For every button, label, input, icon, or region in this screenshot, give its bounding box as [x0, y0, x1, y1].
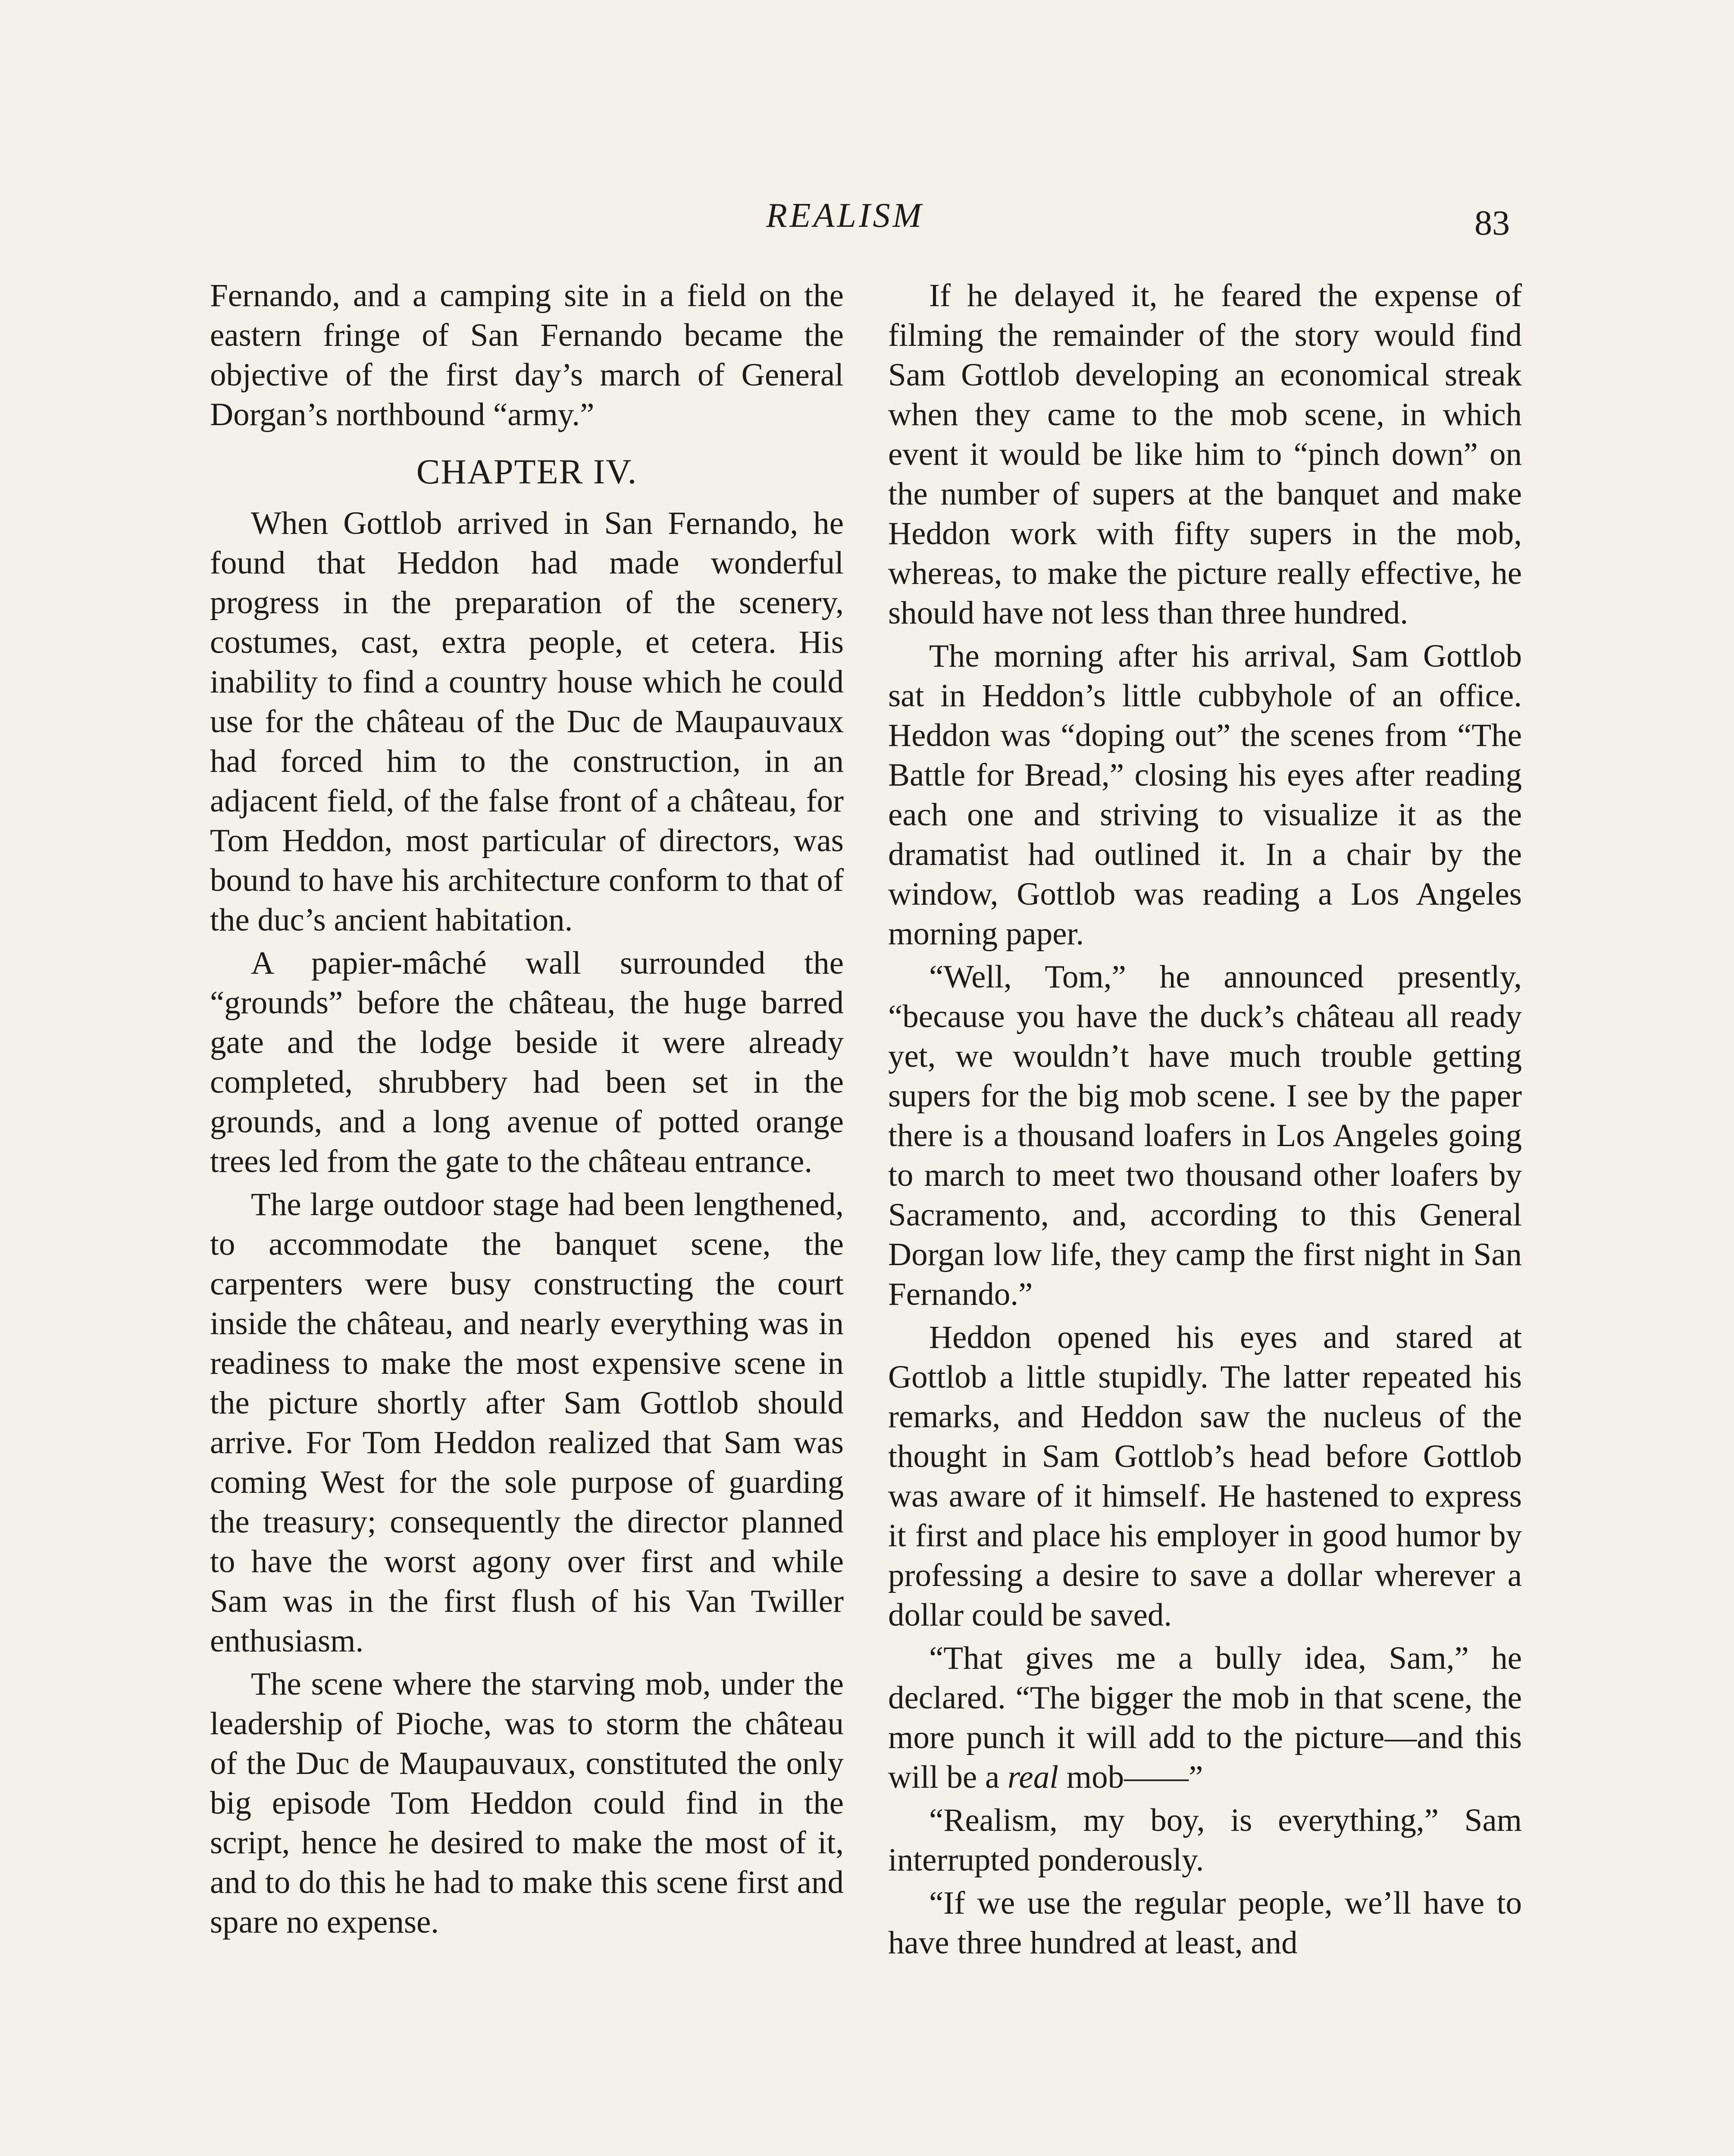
- running-title: REALISM: [766, 197, 924, 235]
- paragraph: Heddon opened his eyes and stared at Gottlob a little stupidly. The latter repeated his remarks, and Heddon saw the nucleus of the thought in Sam Gottlob’s head before Gottlob was aware of it himself. He hastened to express it first and place his employer in good humor by professing a desire to save a dollar wherever a dollar could be saved.: [888, 1319, 1522, 1633]
- paragraph: If he delayed it, he feared the expense of filming the remainder of the story would find Sam Gottlob developing an economical streak when they came to the mob scene, in which event it would be like him to “pinch down” on the number of supers at the banquet and make Heddon work with fifty supers in the mob, whereas, to make the picture really effective, he should have not less than three hundred.: [888, 278, 1522, 631]
- right-column: [888, 276, 1522, 1966]
- italic-word: real: [1008, 1759, 1059, 1795]
- paragraph: A papier-mâché wall surrounded the “grounds” before the château, the huge barred gate and the lodge beside it were already completed, shrubbery had been set in the grounds, and a long avenue of potted orange trees led from the gate to the château entrance.: [210, 945, 844, 1179]
- paragraph-text: “That gives me a bully idea, Sam,” he declared. “The bigger the mob in that scene, the more punch it will add to the picture—and this will be a: [888, 1640, 1522, 1795]
- paragraph: “If we use the regular people, we’ll have to have three hundred at least, and: [888, 1885, 1522, 1961]
- paragraph: Fernando, and a camping site in a field on the eastern fringe of San Fernando became the objective of the first day’s march of General Dorgan’s northbound “army.”: [210, 278, 844, 432]
- page-number: 83: [1474, 203, 1510, 242]
- paragraph: “Realism, my boy, is everything,” Sam interrupted ponderously.: [888, 1802, 1522, 1878]
- paragraph-text-end: mob——”: [1058, 1759, 1203, 1795]
- paragraph: The scene where the starving mob, under the leadership of Pioche, was to storm the château of the Duc de Maupauvaux, constituted the only big episode Tom Heddon could find in the script, hence he desired to make the most of it, and to do this he had to make this scene first and spare no expense.: [210, 1666, 844, 1940]
- paragraph-with-italic: [888, 1639, 1522, 1797]
- paragraph: When Gottlob arrived in San Fernando, he found that Heddon had made wonderful progress in the preparation of the scenery, costumes, cast, extra people, et cetera. His inability to find a country house which he could use for the château of the Duc de Maupauvaux had forced him to the construction, in an adjacent field, of the false front of a château, for Tom Heddon, most particular of directors, was bound to have his architecture conform to that of the duc’s ancient habitation.: [210, 505, 844, 938]
- paragraph: “Well, Tom,” he announced presently, “because you have the duck’s château all ready yet, we wouldn’t have much trouble getting supers for the big mob scene. I see by the paper there is a thousand loafers in Los Angeles going to march to meet two thousand other loafers by Sacramento, and, according to this General Dorgan low life, they camp the first night in San Fernando.”: [888, 959, 1522, 1312]
- paragraph: The morning after his arrival, Sam Gottlob sat in Heddon’s little cubbyhole of an office. Heddon was “doping out” the scenes from “The Battle for Bread,” closing his eyes after reading each one and striving to visualize it as the dramatist had outlined it. In a chair by the window, Gottlob was reading a Los Angeles morning paper.: [888, 638, 1522, 952]
- left-column: [210, 276, 844, 1946]
- paragraph: The large outdoor stage had been lengthened, to accommodate the banquet scene, the carpenters were busy constructing the court inside the château, and nearly everything was in readiness to make the most expensive scene in the picture shortly after Sam Gottlob should arrive. For Tom Heddon realized that Sam was coming West for the sole purpose of guarding the treasury; consequently the director planned to have the worst agony over first and while Sam was in the first flush of his Van Twiller enthusiasm.: [210, 1187, 844, 1659]
- chapter-heading: CHAPTER IV.: [416, 452, 638, 491]
